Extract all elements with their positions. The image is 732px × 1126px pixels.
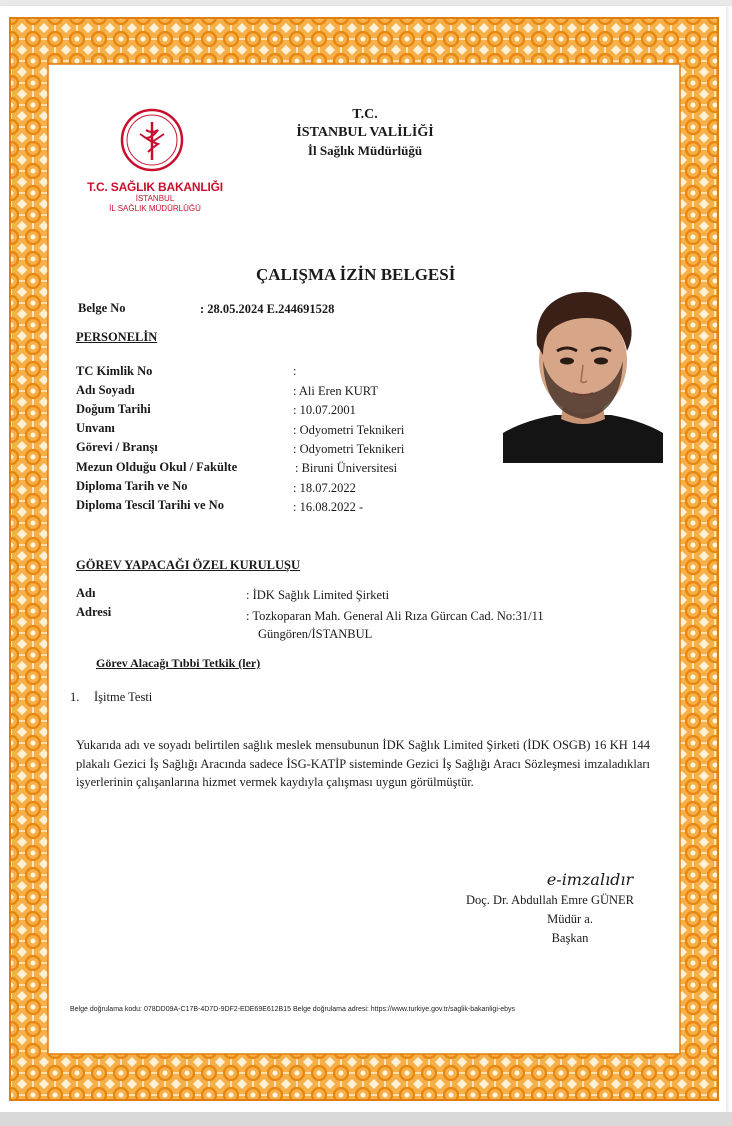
- personnel-value-name: : Ali Eren KURT: [293, 384, 379, 398]
- org-name-value: : İDK Sağlık Limited Şirketi: [246, 588, 390, 602]
- org-address-line2: Güngören/İSTANBUL: [258, 627, 373, 641]
- approval-paragraph: Yukarıda adı ve soyadı belirtilen sağlık meslek mensubunun İDK Sağlık Limited Şirketi (İDK OSGB) 16 KH 144 plakalı Gezici İş Sağlığı Aracında sadece İSG-KATİP sisteminde Gezici İş Sağlığı Aracı Sözleşmesi imzaladıkları işyerlerinin çalışanlarına hizmet vermek kaydıyla çalışması uygun görülmüştür.: [76, 738, 650, 789]
- signature-block: [420, 870, 680, 948]
- header-governorship: İSTANBUL VALİLİĞİ: [296, 125, 434, 140]
- personnel-value-birthdate: : 10.07.2001: [293, 403, 356, 417]
- signatory-name: Doç. Dr. Abdullah Emre GÜNER: [465, 893, 635, 907]
- exams-heading: Görev Alacağı Tıbbi Tetkik (ler): [96, 656, 261, 670]
- document-title: ÇALIŞMA İZİN BELGESİ: [256, 265, 456, 284]
- signatory-role-1: Müdür a.: [547, 912, 593, 926]
- document-header: [240, 106, 490, 160]
- ministry-unit: İL SAĞLIK MÜDÜRLÜĞÜ: [109, 204, 201, 213]
- ministry-logo-text: [80, 110, 230, 214]
- personnel-heading: PERSONELİN: [76, 330, 158, 344]
- exam-name: İşitme Testi: [94, 690, 153, 704]
- personnel-label-duty: Görevi / Branşı: [76, 440, 158, 454]
- ministry-name: T.C. SAĞLIK BAKANLIĞI: [87, 180, 223, 194]
- ministry-city: İSTANBUL: [135, 194, 175, 203]
- personnel-photo: [503, 283, 663, 463]
- belge-no-label: Belge No: [78, 301, 126, 315]
- personnel-label-birthdate: Doğum Tarihi: [76, 402, 151, 416]
- verification-footer: Belge doğrulama kodu: 078DD09A-C17B-4D7D-9DF2-EDE69E612B15 Belge doğrulama adresi: https://www.turkiye.gov.tr/saglik-bakanligi-ebys: [70, 1006, 515, 1013]
- bottom-strip: [0, 1112, 732, 1126]
- personnel-value-diploma-registration: : 16.08.2022 -: [293, 500, 364, 514]
- personnel-value-duty: : Odyometri Teknikeri: [293, 442, 405, 456]
- personnel-value-school: : Biruni Üniversitesi: [295, 461, 398, 475]
- e-signature-note: e-imzalıdır: [546, 870, 634, 889]
- personnel-value-tc: :: [293, 364, 297, 378]
- personnel-label-name: Adı Soyadı: [76, 383, 135, 397]
- personnel-label-title: Unvanı: [76, 421, 115, 435]
- org-name-label: Adı: [76, 586, 96, 600]
- header-directorate: İl Sağlık Müdürlüğü: [307, 143, 423, 158]
- org-heading: GÖREV YAPACAĞI ÖZEL KURULUŞU: [76, 558, 300, 572]
- header-tc: T.C.: [352, 107, 378, 122]
- personnel-value-title: : Odyometri Teknikeri: [293, 423, 405, 437]
- personnel-label-school: Mezun Olduğu Okul / Fakülte: [76, 460, 238, 474]
- personnel-label-diploma: Diploma Tarih ve No: [76, 479, 188, 493]
- exam-number: 1.: [70, 690, 80, 704]
- personnel-label-tc: TC Kimlik No: [76, 364, 153, 378]
- belge-no-value: : 28.05.2024 E.244691528: [200, 302, 335, 316]
- org-address-line1: : Tozkoparan Mah. General Ali Rıza Gürcan Cad. No:31/11: [246, 609, 544, 623]
- org-address-label: Adresi: [76, 605, 112, 619]
- signatory-role-2: Başkan: [551, 931, 589, 945]
- personnel-value-diploma: : 18.07.2022: [293, 481, 356, 495]
- personnel-label-diploma-registration: Diploma Tescil Tarihi ve No: [76, 498, 224, 512]
